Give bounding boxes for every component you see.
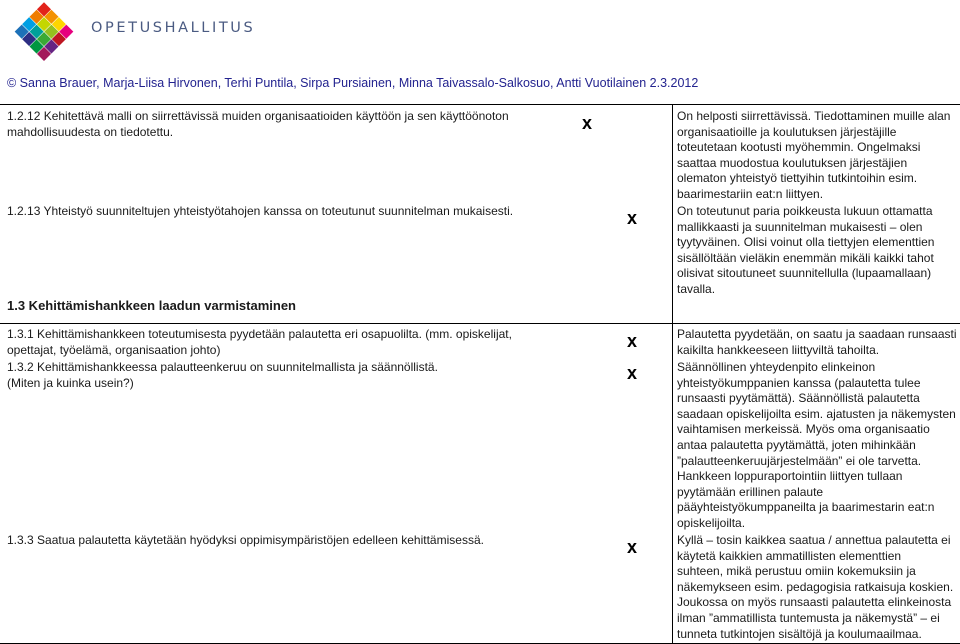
checkmark-x: x (627, 363, 638, 383)
column-divider (672, 104, 673, 643)
table-row-comment: Palautetta pyydetään, on saatu ja saadaan runsaasti kaikilta hankkeeseen liittyviltä tahoilta. (677, 327, 957, 357)
table-row-item: 1.3.2 Kehittämishankkeessa palautteenkeruu on suunnitelmallista ja säännöllistä. (Miten ja kuinka usein?) (7, 360, 438, 390)
table-row-comment: Kyllä – tosin kaikkea saatua / annettua palautetta ei käytetä kaikkien ammatillisten elementtien suhteen, mikä perustuu omiin kokemuksiin ja näkemykseen esim. pedagogisia ratkaisuja koskien. Joukossa on myös runsaasti palautetta elinkeinosta ilman ”ammatillista tuntemusta ja näkemystä” – ei tunneta tutkintojen sisältöjä ja koulumaailmaa. (677, 533, 954, 641)
logo-diamond-icon (8, 0, 78, 64)
row-divider (0, 323, 960, 324)
table-row-comment: On helposti siirrettävissä. Tiedottaminen muille alan organisaatioille ja koulutuksen järjestäjille toteutetaan kootusti myöhemmin. Ongelmaksi saattaa muodostua koulutuksen järjestäjien olematon yhteistyö tiettyihin tutkintoihin esim. baarimestariin eat:n liittyen. (677, 109, 951, 201)
table-row-item: 1.3.1 Kehittämishankkeen toteutumisesta pyydetään palautetta eri osapuolilta. (mm. opiskelijat, opettajat, työelämä, organisaation johto) (7, 327, 512, 357)
checkmark-x: x (627, 208, 638, 228)
table-row-item: 1.2.12 Kehitettävä malli on siirrettävissä muiden organisaatioiden käyttöön ja sen käyttöönoton mahdollisuudesta on tiedotettu. (7, 109, 509, 139)
copyright-line: © Sanna Brauer, Marja-Liisa Hirvonen, Terhi Puntila, Sirpa Pursiainen, Minna Taivassalo-Salkosuo, Antti Vuotilainen 2.3.2012 (7, 76, 699, 90)
table-row-item: 1.2.13 Yhteistyö suunniteltujen yhteistyötahojen kanssa on toteutunut suunnitelman mukaisesti. (7, 204, 514, 218)
section-heading: 1.3 Kehittämishankkeen laadun varmistaminen (7, 298, 296, 313)
opetushallitus-logo (8, 0, 256, 64)
checkmark-x: x (582, 113, 593, 133)
table-top-border (0, 104, 960, 105)
table-row-item: 1.3.3 Saatua palautetta käytetään hyödyksi oppimisympäristöjen edelleen kehittämisessä. (7, 533, 484, 547)
table-row-comment: On toteutunut paria poikkeusta lukuun ottamatta mallikkaasti ja suunnitelman mukaisesti – olen tyytyväinen. Olisi voinut olla tiettyjen elementtien sisällöltään vieläkin enemmän mikäli kaikki tahot olisivat sitoutuneet suunnitellulla (lupaamallaan) tavalla. (677, 204, 935, 296)
checkmark-x: x (627, 331, 638, 351)
table-row-comment: Säännöllinen yhteydenpito elinkeinon yhteistyökumppanien kanssa (palautetta tulee runsaasti pyytämättä). Säännöllistä palautetta saadaan opiskelijoilta esim. ajatusten ja näkemysten vaihtamisen merkeissä. Myös oma organisaatio antaa palautetta pyytämättä, joten mihinkään ”palautteenkeruujärjestelmään” ei ole tarvetta. Hankkeen loppuraportointiin liittyen tullaan pyytämään erillinen palaute pääyhteistyökumppaneilta ja baarimestarin eat:n opiskelijoilta. (677, 360, 956, 530)
checkmark-x: x (627, 537, 638, 557)
logo-text: OPETUSHALLITUS (91, 20, 256, 36)
